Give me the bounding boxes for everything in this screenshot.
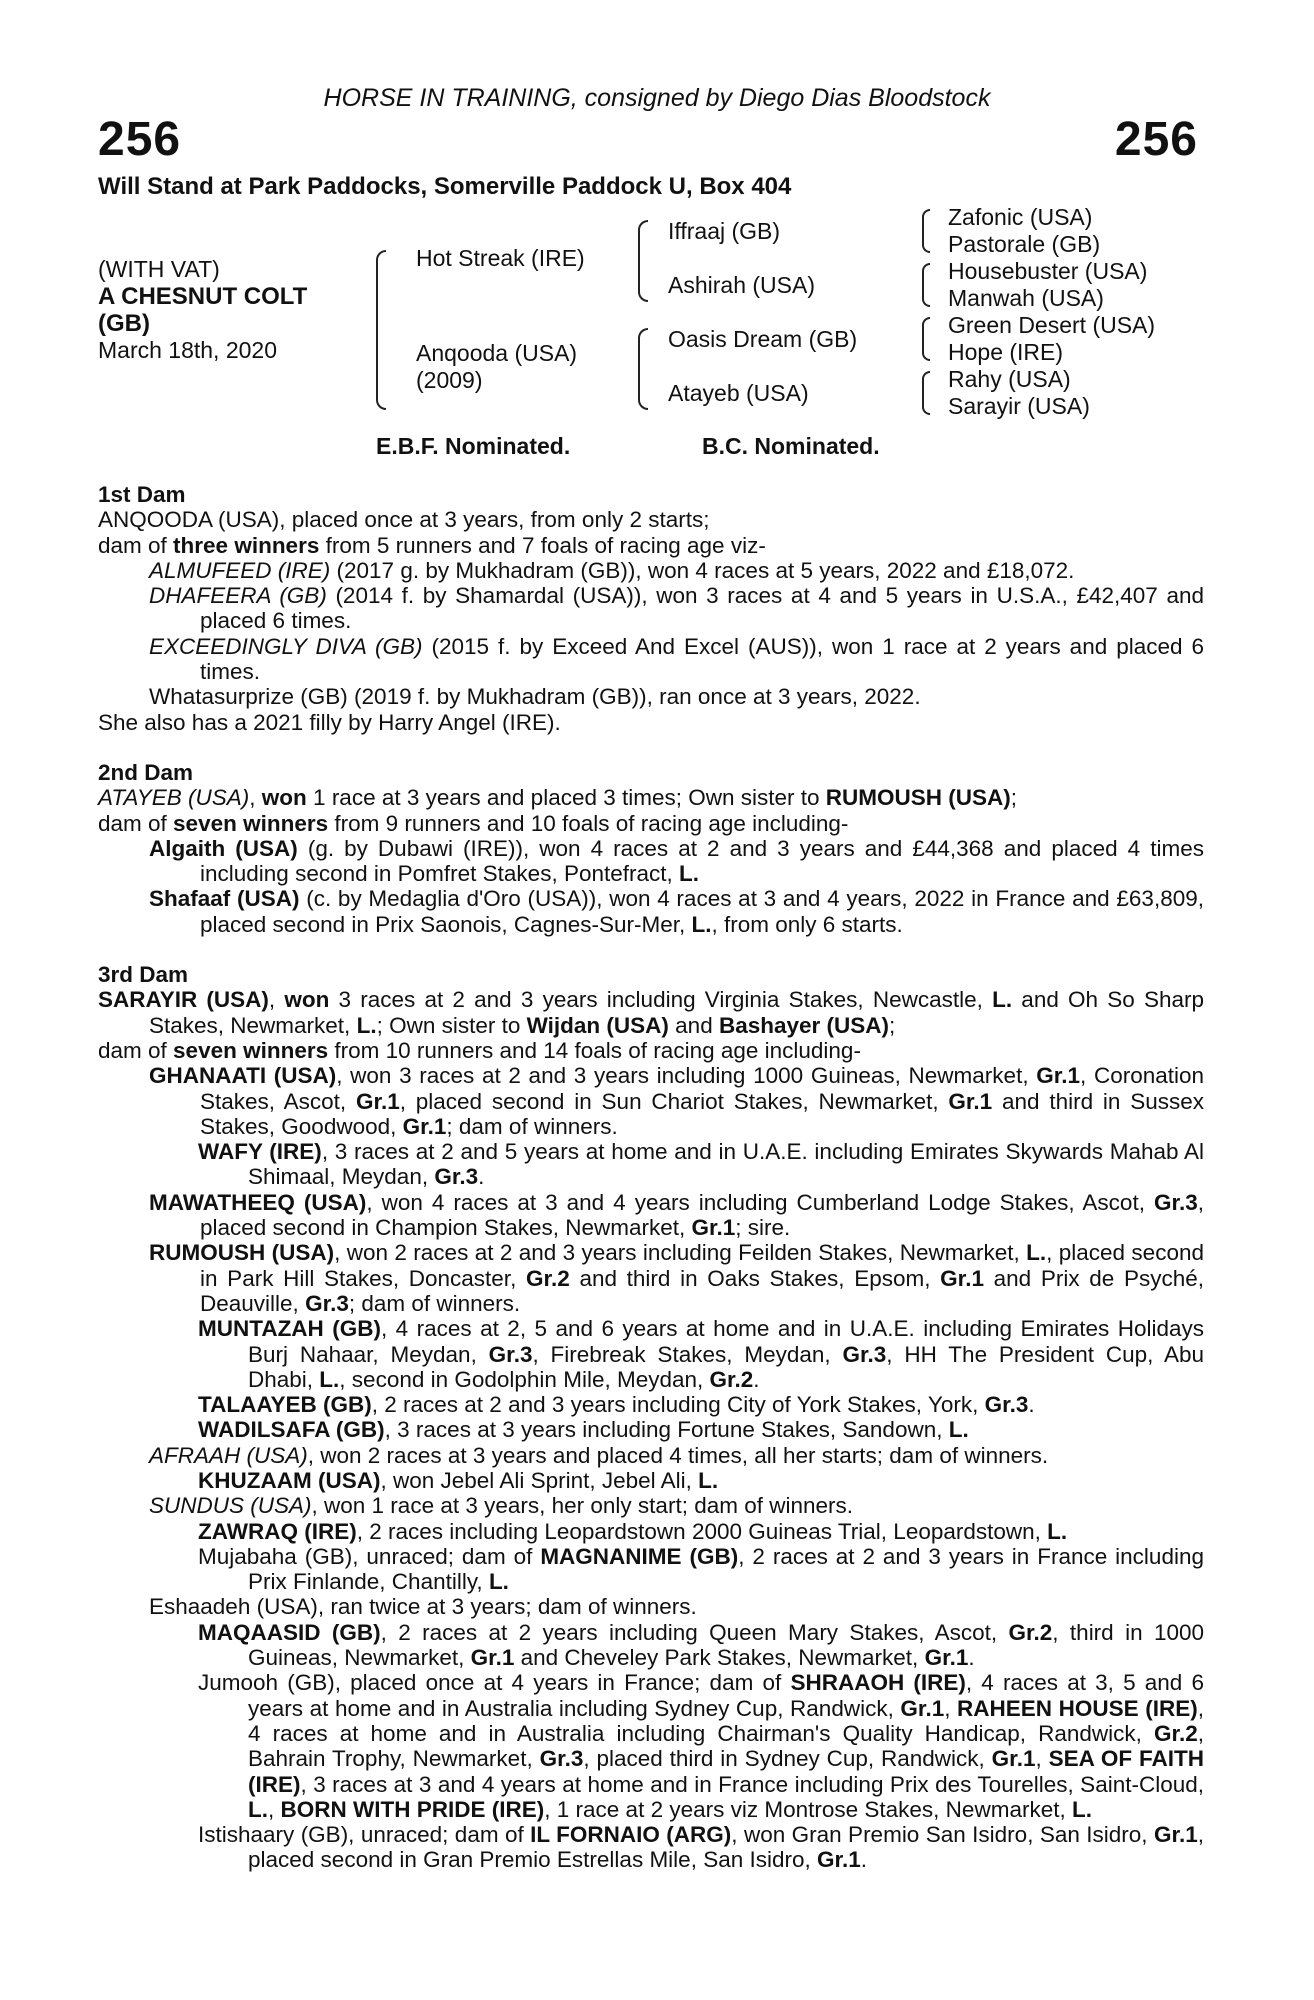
bc-nomination: B.C. Nominated. <box>702 433 880 459</box>
first-dam-title: 1st Dam <box>98 482 186 507</box>
second-dam-line <box>98 785 1204 810</box>
produce-text: (2014 f. by Shamardal (USA)), won 3 races at 4 and 5 years in U.S.A., £42,407 and placed 6 times. <box>200 583 1204 634</box>
consignor-header: HORSE IN TRAINING, consigned by Diego Dias Bloodstock <box>323 84 991 112</box>
text: , second in Godolphin Mile, Meydan, <box>339 1366 710 1392</box>
text: . <box>860 1847 868 1873</box>
produce-name: Algaith (USA) <box>149 835 298 861</box>
pedigree-brace-dam <box>638 328 648 410</box>
produce-entry <box>98 1240 1204 1316</box>
text: , won 2 races at 3 years and placed 4 times, all her starts; dam of winners. <box>307 1442 1049 1468</box>
text: and third in Oaks Stakes, Epsom, <box>569 1265 941 1291</box>
text-bold: Gr.1 <box>991 1746 1036 1772</box>
text: and <box>668 1012 719 1038</box>
produce-entry <box>98 1063 1204 1139</box>
text: , HH The President Cup, Abu Dhabi, <box>248 1341 1205 1392</box>
text: , won 4 races at 3 and 4 years including Cumberland Lodge Stakes, Ascot, <box>366 1189 1154 1215</box>
text-bold: Gr.1 <box>355 1088 400 1114</box>
text: , won 1 race at 3 years, her only start; dam of winners. <box>311 1493 854 1519</box>
text: . <box>478 1164 485 1190</box>
produce-entry <box>98 558 1204 583</box>
text: , Firebreak Stakes, Meydan, <box>532 1341 843 1367</box>
produce-entry <box>98 583 1204 634</box>
produce-text: , from only 6 starts. <box>711 911 903 937</box>
text-bold: MAGNANIME (GB) <box>540 1543 739 1569</box>
produce-entry <box>98 1443 1204 1468</box>
text-bold: Gr.3 <box>305 1290 349 1316</box>
text: 1 race at 3 years and placed 3 times; Own sister to <box>306 785 826 811</box>
text-bold: KHUZAAM (USA) <box>198 1467 381 1493</box>
text-bold: SHRAAOH (IRE) <box>790 1670 966 1696</box>
grandparent-4: Manwah (USA) <box>948 285 1104 311</box>
text-bold: Gr.1 <box>940 1265 984 1291</box>
text: , 2 races at 2 and 3 years in France including Prix Finlande, Chantilly, <box>248 1543 1204 1595</box>
text-bold: Gr.2 <box>1008 1619 1053 1645</box>
text: , <box>1035 1746 1049 1772</box>
text-bold: BORN WITH PRIDE (IRE) <box>280 1796 545 1822</box>
grandparent-3: Housebuster (USA) <box>948 258 1148 284</box>
text: and third in Sussex Stakes, Goodwood, <box>200 1088 1204 1139</box>
text: from 9 runners and 10 foals of racing age including- <box>328 810 849 836</box>
produce-entry <box>98 1392 1204 1417</box>
grandparent-6: Hope (IRE) <box>948 339 1064 365</box>
text-bold: L. <box>698 1467 719 1493</box>
third-dam-title: 3rd Dam <box>98 962 189 988</box>
produce-entry <box>98 886 1204 937</box>
grandparent-8: Sarayir (USA) <box>948 393 1090 419</box>
text: , 1 race at 2 years viz Montrose Stakes, Newmarket, <box>544 1796 1072 1822</box>
text-bold: Gr.1 <box>817 1847 861 1873</box>
text-bold: RUMOUSH (USA) <box>149 1240 335 1266</box>
produce-entry <box>98 1190 1204 1241</box>
text: and Prix de Psyché, Deauville, <box>200 1265 1205 1316</box>
grandparent-5: Green Desert (USA) <box>948 312 1156 338</box>
text-bold: WADILSAFA (GB) <box>198 1417 385 1443</box>
text-bold: Gr.3 <box>984 1392 1029 1418</box>
text-bold: L. <box>319 1366 340 1392</box>
third-dam-line <box>98 987 1204 1038</box>
text: , <box>249 785 262 811</box>
text-bold: Gr.1 <box>402 1113 447 1139</box>
grandparent-2: Pastorale (GB) <box>948 231 1101 257</box>
text: from 10 runners and 14 foals of racing age including- <box>328 1037 861 1063</box>
pedigree-brace-g12 <box>922 209 930 253</box>
grandparent-7: Rahy (USA) <box>948 366 1071 392</box>
text-bold: Gr.3 <box>842 1341 887 1367</box>
text: dam of <box>98 532 174 558</box>
pedigree-brace-g34 <box>922 263 930 307</box>
text-bold: Gr.1 <box>1036 1063 1081 1089</box>
spacer <box>98 735 1204 760</box>
lot-number-right: 256 <box>1114 113 1198 166</box>
text: ; <box>1010 785 1018 811</box>
catalogue-body <box>98 482 1204 1873</box>
text-italic: SUNDUS (USA) <box>149 1493 312 1519</box>
text-bold: L. <box>488 1569 509 1595</box>
text: , placed second in Park Hill Stakes, Doncaster, <box>200 1240 1204 1291</box>
text: and Oh So Sharp Stakes, Newmarket, <box>149 987 1205 1038</box>
text: , 2 races including Leopardstown 2000 Guineas Trial, Leopardstown, <box>356 1518 1048 1544</box>
text: , third in 1000 Guineas, Newmarket, <box>248 1619 1205 1671</box>
horse-title: A CHESNUT COLT <box>98 283 308 310</box>
vat-note: (WITH VAT) <box>98 256 220 282</box>
text: dam of <box>98 810 174 836</box>
produce-entry <box>98 1670 1204 1822</box>
produce-note: She also has a 2021 filly by Harry Angel (IRE). <box>98 709 561 735</box>
text: , <box>268 987 285 1013</box>
text: Istishaary (GB), unraced; dam of <box>198 1822 531 1848</box>
first-dam-line: ANQOODA (USA), placed once at 3 years, from only 2 starts; <box>98 507 710 533</box>
dam-sire: Oasis Dream (GB) <box>668 326 858 352</box>
text: , <box>268 1796 281 1822</box>
text: and Cheveley Park Stakes, Newmarket, <box>514 1645 925 1671</box>
text: Jumooh (GB), placed once at 4 years in France; dam of <box>198 1670 791 1696</box>
first-dam-summary <box>98 533 1204 558</box>
text: , 2 races at 2 and 3 years including City of York Stakes, York, <box>371 1392 985 1418</box>
text-bold: L. <box>356 1012 377 1038</box>
grandparent-1: Zafonic (USA) <box>948 204 1093 230</box>
text: , 3 races at 3 years including Fortune Stakes, Sandown, <box>384 1417 949 1443</box>
text-bold: Gr.1 <box>470 1645 515 1671</box>
produce-name: ALMUFEED (IRE) <box>149 557 331 583</box>
text: , placed second in Sun Chariot Stakes, Newmarket, <box>399 1088 949 1114</box>
text: , placed second in Gran Premio Estrellas Mile, San Isidro, <box>248 1822 1205 1873</box>
produce-name: DHAFEERA (GB) <box>149 583 327 609</box>
text-bold: L. <box>992 987 1013 1013</box>
text-bold: WAFY (IRE) <box>198 1139 322 1165</box>
text-bold: Gr.1 <box>900 1695 945 1721</box>
text: ; sire. <box>735 1215 791 1241</box>
text-bold: three winners <box>173 532 320 558</box>
text: , Bahrain Trophy, Newmarket, <box>248 1720 1204 1772</box>
text: from 5 runners and 7 foals of racing age viz- <box>319 532 766 558</box>
text: . <box>968 1645 975 1671</box>
text-bold: Gr.2 <box>709 1366 754 1392</box>
text-bold: L. <box>948 1417 969 1443</box>
text-bold: Gr.3 <box>434 1164 479 1190</box>
text: , 4 races at 3, 5 and 6 years at home and in Australia including Sydney Cup, Randwick, <box>248 1670 1204 1721</box>
text: , placed third in Sydney Cup, Randwick, <box>583 1746 992 1772</box>
sire-dam: Ashirah (USA) <box>668 272 815 298</box>
text-bold: GHANAATI (USA) <box>149 1063 337 1089</box>
text: , 2 races at 2 years including Queen Mary Stakes, Ascot, <box>380 1619 1009 1645</box>
pedigree-brace-main <box>376 250 386 410</box>
pedigree-brace-g56 <box>922 317 930 361</box>
produce-entry <box>98 1468 1204 1493</box>
text-bold: L. <box>1047 1518 1068 1544</box>
text-bold: Gr.2 <box>1153 1720 1198 1746</box>
produce-text: (g. by Dubawi (IRE)), won 4 races at 2 and 3 years and £44,368 and placed 4 times including second in Pomfret Stakes, Pontefract, <box>200 835 1204 887</box>
text: ; dam of winners. <box>446 1113 618 1139</box>
ebf-nomination: E.B.F. Nominated. <box>376 433 571 459</box>
text-bold: RUMOUSH (USA) <box>825 785 1011 811</box>
text-bold: L. <box>248 1796 268 1822</box>
text-bold: Bashayer (USA) <box>718 1012 890 1038</box>
sire-sire: Iffraaj (GB) <box>668 218 781 244</box>
text-bold: L. <box>679 861 700 887</box>
dam-dam: Atayeb (USA) <box>668 380 809 406</box>
text-bold: MUNTAZAH (GB) <box>198 1316 381 1342</box>
text: , 3 races at 2 and 5 years at home and in U.A.E. including Emirates Skywards Mahab Al Shimaal, Meydan, <box>248 1139 1204 1190</box>
produce-entry <box>98 1594 1204 1619</box>
text: , won 3 races at 2 and 3 years including 1000 Guineas, Newmarket, <box>336 1063 1037 1089</box>
text-bold: Gr.1 <box>1153 1822 1198 1848</box>
text-bold: Wijdan (USA) <box>526 1012 669 1038</box>
text-bold: L. <box>691 911 712 937</box>
text-bold: RAHEEN HOUSE (IRE) <box>957 1695 1198 1721</box>
spacer <box>98 937 1204 962</box>
text: Eshaadeh (USA), ran twice at 3 years; dam of winners. <box>149 1594 697 1620</box>
text: , won 2 races at 2 and 3 years including Feilden Stakes, Newmarket, <box>334 1240 1027 1266</box>
text-italic: AFRAAH (USA) <box>149 1442 308 1468</box>
produce-text: (2017 g. by Mukhadram (GB)), won 4 races at 5 years, 2022 and £18,072. <box>330 557 1075 583</box>
dam-year: (2009) <box>416 367 483 393</box>
text-bold: Gr.1 <box>948 1088 993 1114</box>
text: . <box>753 1366 760 1392</box>
produce-name: Shafaaf (USA) <box>149 886 300 912</box>
produce-text: (c. by Medaglia d'Oro (USA)), won 4 races at 3 and 4 years, 2022 in France and £63,809, placed second in Prix Saonois, Cagnes-Sur-Mer, <box>200 886 1204 937</box>
text-bold: MAQAASID (GB) <box>198 1619 381 1645</box>
text-bold: Gr.3 <box>488 1341 533 1367</box>
text-bold: L. <box>1071 1796 1092 1822</box>
produce-entry <box>98 1544 1204 1595</box>
text: , won Jebel Ali Sprint, Jebel Ali, <box>380 1467 699 1493</box>
stand-location: Will Stand at Park Paddocks, Somerville Paddock U, Box 404 <box>98 173 792 200</box>
text: , placed second in Champion Stakes, Newmarket, <box>200 1189 1204 1241</box>
third-dam-summary <box>98 1038 1204 1063</box>
text-bold: Gr.3 <box>1153 1189 1198 1215</box>
text-bold: Gr.1 <box>691 1215 736 1241</box>
text-bold: ZAWRAQ (IRE) <box>198 1518 357 1544</box>
horse-title-country: (GB) <box>98 310 150 337</box>
produce-entry: Whatasurprize (GB) (2019 f. by Mukhadram (GB)), ran once at 3 years, 2022. <box>149 684 921 710</box>
text-bold: TALAAYEB (GB) <box>198 1392 372 1418</box>
text: , 3 races at 3 and 4 years at home and in France including Prix des Tourelles, Saint-Cloud, <box>300 1771 1204 1797</box>
text-bold: Gr.2 <box>526 1265 570 1291</box>
text: , 4 races at home and in Australia including Chairman's Quality Handicap, Randwick, <box>248 1695 1204 1746</box>
text-bold: Gr.3 <box>539 1746 584 1772</box>
text-bold: won <box>284 987 330 1013</box>
text: ; Own sister to <box>376 1012 527 1038</box>
text-bold: seven winners <box>173 810 329 836</box>
second-dam-summary <box>98 811 1204 836</box>
produce-entry <box>98 836 1204 887</box>
foaling-date: March 18th, 2020 <box>98 337 278 363</box>
text-bold: Gr.1 <box>924 1645 969 1671</box>
text-bold: SARAYIR (USA) <box>98 987 269 1013</box>
dam: Anqooda (USA) <box>416 340 578 366</box>
text-bold: IL FORNAIO (ARG) <box>530 1822 732 1848</box>
text: dam of <box>98 1037 174 1063</box>
text: , won Gran Premio San Isidro, San Isidro, <box>731 1822 1154 1848</box>
text: Mujabaha (GB), unraced; dam of <box>198 1543 541 1569</box>
produce-name: EXCEEDINGLY DIVA (GB) <box>149 633 423 659</box>
text: , Coronation Stakes, Ascot, <box>200 1063 1205 1114</box>
produce-text: (2015 f. by Exceed And Excel (AUS)), won 1 race at 2 years and placed 6 times. <box>200 633 1204 685</box>
text-bold: MAWATHEEQ (USA) <box>149 1189 367 1215</box>
text-italic: ATAYEB (USA) <box>98 785 250 811</box>
produce-entry <box>98 1417 1204 1442</box>
text: , <box>944 1695 958 1721</box>
produce-entry <box>98 1139 1204 1190</box>
text: . <box>1028 1392 1035 1418</box>
pedigree-brace-g78 <box>922 371 930 415</box>
sire: Hot Streak (IRE) <box>416 245 585 271</box>
text: ; dam of winners. <box>348 1290 521 1316</box>
produce-entry <box>98 1620 1204 1671</box>
text-bold: seven winners <box>173 1037 329 1063</box>
produce-entry <box>98 1316 1204 1392</box>
produce-entry <box>98 1822 1204 1873</box>
text: 3 races at 2 and 3 years including Virginia Stakes, Newcastle, <box>329 987 993 1013</box>
text: ; <box>889 1012 896 1038</box>
text-bold: L. <box>1026 1240 1047 1266</box>
produce-entry <box>98 1493 1204 1518</box>
lot-number-left: 256 <box>98 113 182 166</box>
horse-description <box>98 256 307 364</box>
text-bold: SEA OF FAITH (IRE) <box>248 1746 1204 1797</box>
third-dam-produce <box>98 1063 1204 1873</box>
second-dam-title: 2nd Dam <box>98 759 194 785</box>
text-bold: won <box>261 785 307 811</box>
text: , 4 races at 2, 5 and 6 years at home and in U.A.E. including Emirates Holidays Burj Nahaar, Meydan, <box>248 1316 1204 1367</box>
produce-entry <box>98 1519 1204 1544</box>
produce-entry <box>98 634 1204 685</box>
pedigree-brace-sire <box>638 220 648 302</box>
